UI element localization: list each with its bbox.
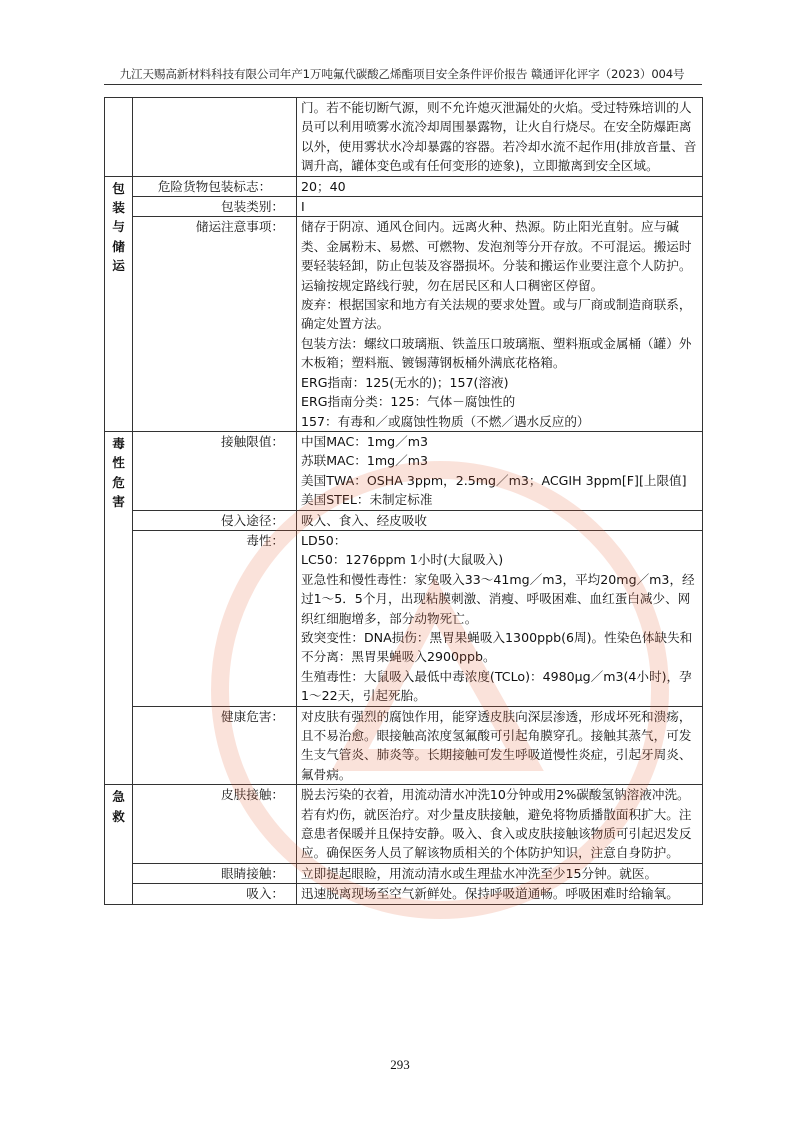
storage-paragraph: 157：有毒和／或腐蚀性物质（不燃／遇水反应的）	[301, 413, 590, 429]
category-toxicity: 毒 性 危 害	[105, 431, 133, 784]
pack-class-label: 包装类别：	[133, 197, 297, 217]
route-label: 侵入途径：	[133, 510, 297, 530]
exposure-line: 中国MAC：1mg／m3	[301, 433, 428, 449]
fire-continuation-row	[105, 98, 703, 177]
storage-paragraph: 储存于阴凉、通风仓间内。远离火种、热源。防止阳光直射。应与碱类、金属粉末、易燃、可燃物、发泡剂等分开存放。不可混运。搬运时要轻装轻卸，防止包装及容器损坏。分装和搬运作业要注意个人防护。运输按规定路线行驶，勿在居民区和人口稠密区停留。	[301, 219, 692, 293]
exposure-line: 苏联MAC：1mg／m3	[301, 453, 428, 469]
storage-paragraph: 包装方法：螺纹口玻璃瓶、铁盖压口玻璃瓶、塑料瓶或金属桶（罐）外木板箱；塑料瓶、镀锡薄钢板桶外满底花格箱。	[301, 335, 692, 371]
toxicity-row	[105, 530, 703, 706]
hazard-label-label: 危险货物包装标志：	[133, 176, 297, 196]
page-number: 293	[390, 1057, 410, 1072]
health-hazard-label: 健康危害：	[133, 706, 297, 785]
toxicity-label: 毒性：	[133, 530, 297, 706]
route-row	[105, 510, 703, 530]
sds-table	[104, 97, 703, 905]
toxicity-paragraph: LD50：	[301, 532, 347, 548]
skin-contact-label: 皮肤接触：	[133, 785, 297, 864]
health-hazard-row	[105, 706, 703, 785]
storage-label: 储运注意事项：	[133, 217, 297, 431]
storage-paragraph: ERG指南：125(无水的)；157(溶液)	[301, 374, 509, 390]
eye-contact-value: 立即提起眼睑，用流动清水或生理盐水冲洗至少15分钟。就医。	[297, 863, 703, 883]
health-hazard-value: 对皮肤有强烈的腐蚀作用，能穿透皮肤向深层渗透，形成坏死和溃疡，且不易治愈。眼接触高浓度氢氟酸可引起角膜穿孔。接触其蒸气，可发生支气管炎、肺炎等。长期接触可发生呼吸道慢性炎症，引起牙周炎、氟骨病。	[297, 706, 703, 785]
toxicity-value	[297, 530, 703, 706]
toxicity-paragraph: 生殖毒性：大鼠吸入最低中毒浓度(TCLo)：4980μg／m3(4小时)，孕1～22天，引起死胎。	[301, 668, 692, 704]
inhalation-row	[105, 884, 703, 904]
storage-paragraph: 废弃：根据国家和地方有关法规的要求处置。或与厂商或制造商联系，确定处置方法。	[301, 297, 692, 332]
category-packaging: 包 装 与 储 运	[105, 176, 133, 431]
storage-paragraph: ERG指南分类：125：气体－腐蚀性的	[301, 394, 516, 410]
storage-value	[297, 217, 703, 431]
category-cell-empty	[105, 98, 133, 177]
fire-continuation-text: 门。若不能切断气源，则不允许熄灭泄漏处的火焰。受过特殊培训的人员可以利用喷雾水流冷却周围暴露物，让火自行烧尽。在安全防爆距离以外，使用雾状水冷却暴露的容器。若冷却水流不起作用(排放音量、音调升高，罐体变色或有任何变形的迹象)，立即撤离到安全区域。	[297, 98, 703, 177]
exposure-line: 美国TWA：OSHA 3ppm，2.5mg／m3；ACGIH 3ppm[F][上限值]	[301, 472, 687, 488]
storage-row	[105, 217, 703, 431]
exposure-line: 美国STEL：未制定标准	[301, 492, 433, 508]
header-divider	[104, 84, 702, 85]
packaging-hazard-label-row	[105, 176, 703, 196]
packaging-class-row	[105, 197, 703, 217]
inhalation-value: 迅速脱离现场至空气新鲜处。保持呼吸道通畅。呼吸困难时给输氧。	[297, 884, 703, 904]
eye-contact-label: 眼睛接触：	[133, 863, 297, 883]
eye-contact-row	[105, 863, 703, 883]
route-value: 吸入、食入、经皮吸收	[297, 510, 703, 530]
category-first-aid: 急 救	[105, 785, 133, 904]
pack-class-value: Ⅰ	[297, 197, 703, 217]
exposure-limit-value	[297, 431, 703, 510]
hazard-label-value: 20；40	[297, 176, 703, 196]
exposure-limit-label: 接触限值：	[133, 431, 297, 510]
inhalation-label: 吸入：	[133, 884, 297, 904]
toxicity-paragraph: LC50：1276ppm 1小时(大鼠吸入)	[301, 552, 504, 568]
skin-contact-value: 脱去污染的衣着，用流动清水冲洗10分钟或用2%碳酸氢钠溶液冲洗。若有灼伤，就医治疗。对少量皮肤接触，避免将物质播散面积扩大。注意患者保暖并且保持安静。吸入、食入或皮肤接触该物质可引起迟发反应。确保医务人员了解该物质相关的个体防护知识，注意自身防护。	[297, 785, 703, 864]
skin-contact-row	[105, 785, 703, 864]
label-cell-empty	[133, 98, 297, 177]
report-header: 九江天赐高新材料科技有限公司年产1万吨氟代碳酸乙烯酯项目安全条件评价报告 赣通评化评字（2023）004号	[119, 67, 685, 81]
toxicity-paragraph: 致突变性：DNA损伤：黑胃果蝇吸入1300ppb(6周)。性染色体缺失和不分离：黑胃果蝇吸入2900ppb。	[301, 629, 693, 665]
toxicity-paragraph: 亚急性和慢性毒性：家兔吸入33～41mg／m3，平均20mg／m3，经过1～5．5个月，出现粘膜刺激、消瘦、呼吸困难、血红蛋白减少、网织红细胞增多，部分动物死亡。	[301, 571, 695, 626]
exposure-limit-row	[105, 431, 703, 510]
